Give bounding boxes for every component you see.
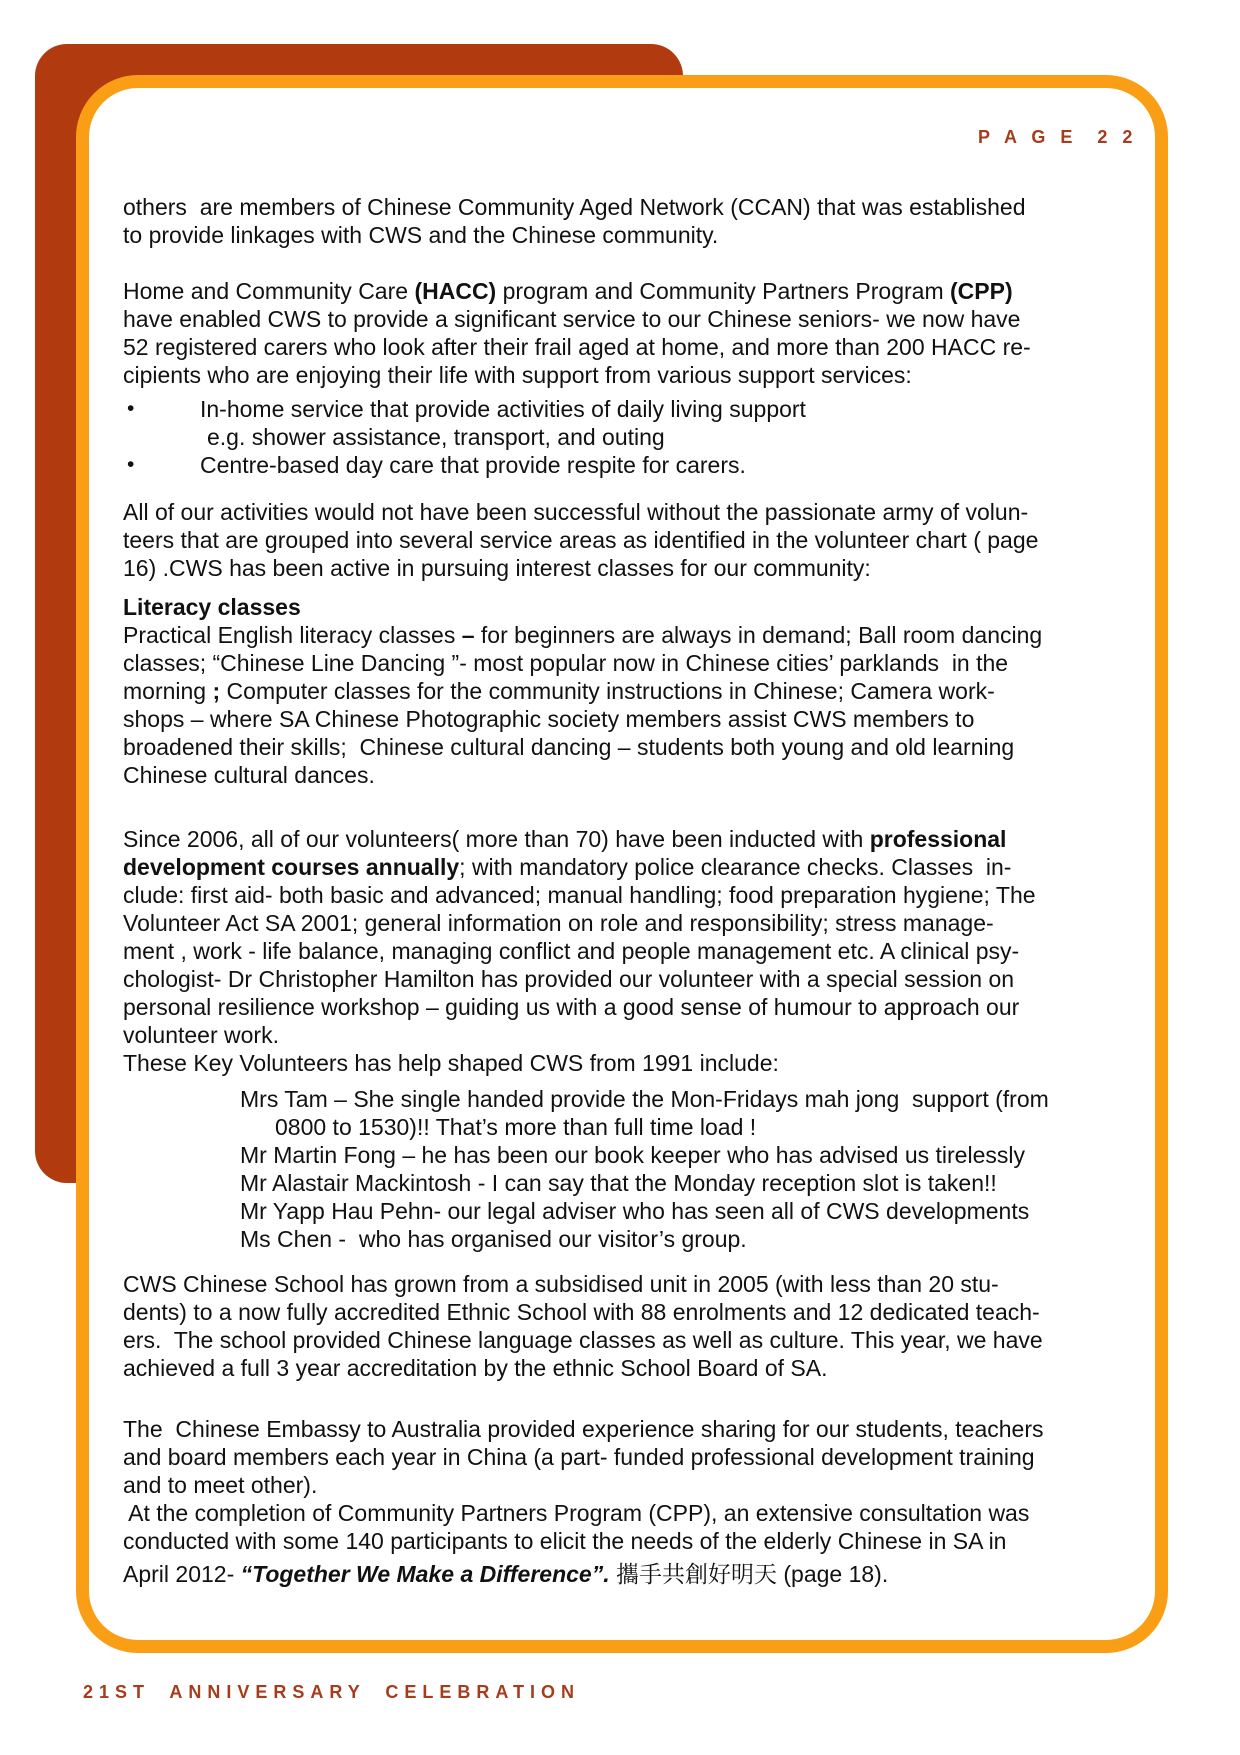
text-segment: The Chinese Embassy to Australia provided experience sharing for our students, teachers	[123, 1416, 1044, 1442]
body-line	[123, 593, 1141, 621]
text-segment: teers that are grouped into several service areas as identified in the volunteer chart ( page	[123, 527, 1039, 553]
text-segment: e.g. shower assistance, transport, and outing	[207, 424, 665, 450]
text-segment: professional	[869, 826, 1007, 852]
text-segment: chologist- Dr Christopher Hamilton has provided our volunteer with a special session on	[123, 966, 1015, 992]
text-block	[123, 1085, 1141, 1253]
body-line	[123, 1169, 1141, 1197]
footer-title: 21ST ANNIVERSARY CELEBRATION	[83, 1682, 581, 1702]
body-line	[123, 993, 1141, 1021]
text-segment: classes; “Chinese Line Dancing ”- most popular now in Chinese cities’ parklands in the	[123, 650, 1009, 676]
body-line	[123, 305, 1141, 333]
text-segment: Chinese cultural dances.	[123, 762, 375, 788]
body-line	[123, 1298, 1141, 1326]
text-block	[123, 825, 1141, 1049]
text-segment: Since 2006, all of our volunteers( more than 70) have been inducted with	[123, 826, 870, 852]
text-segment: conducted with some 140 participants to elicit the needs of the elderly Chinese in SA in	[123, 1528, 1007, 1554]
text-segment: Home and Community Care	[123, 278, 415, 304]
bullet-icon: •	[127, 397, 135, 420]
body-line	[123, 677, 1141, 705]
text-segment: volunteer work.	[123, 1022, 279, 1048]
text-segment: Literacy classes	[123, 594, 301, 620]
text-segment: clude: first aid- both basic and advanced; manual handling; food preparation hygiene; The	[123, 882, 1036, 908]
body-line	[123, 333, 1141, 361]
text-segment: Mr Alastair Mackintosh - I can say that the Monday reception slot is taken!!	[240, 1170, 997, 1196]
text-segment: Ms Chen - who has organised our visitor’s group.	[240, 1226, 747, 1252]
body-line	[123, 1049, 1141, 1077]
body-line	[123, 1326, 1141, 1354]
body-line	[123, 649, 1141, 677]
body-line	[123, 909, 1141, 937]
body-line	[123, 1141, 1141, 1169]
text-block	[123, 1499, 1141, 1555]
body-line	[123, 621, 1141, 649]
body-line	[123, 1021, 1141, 1049]
text-segment: At the completion of Community Partners Program (CPP), an extensive consultation was	[123, 1500, 1030, 1526]
body-line	[123, 1225, 1141, 1253]
body-line	[123, 193, 1141, 221]
text-segment: dents) to a now fully accredited Ethnic School with 88 enrolments and 12 dedicated teach-	[123, 1299, 1040, 1325]
body-line	[123, 733, 1141, 761]
text-segment: ; with mandatory police clearance checks. Classes in-	[459, 854, 1012, 880]
text-block	[123, 621, 1141, 789]
text-segment: Volunteer Act SA 2001; general information on role and responsibility; stress manage-	[123, 910, 994, 936]
body-line	[123, 1415, 1141, 1443]
body-line	[123, 526, 1141, 554]
body-line	[123, 1354, 1141, 1382]
text-segment: personal resilience workshop – guiding us with a good sense of humour to approach our	[123, 994, 1020, 1020]
text-block	[123, 193, 1141, 249]
text-segment: CWS Chinese School has grown from a subsidised unit in 2005 (with less than 20 stu-	[123, 1271, 999, 1297]
text-segment: Centre-based day care that provide respite for carers.	[200, 452, 746, 478]
text-block	[123, 1415, 1141, 1499]
text-segment: and board members each year in China (a part- funded professional development training	[123, 1444, 1035, 1470]
page-number: P A G E 2 2	[978, 127, 1138, 147]
text-segment: –	[461, 622, 475, 648]
text-segment: 16) .CWS has been active in pursuing interest classes for our community:	[123, 555, 871, 581]
body-line	[123, 705, 1141, 733]
body-line	[123, 1527, 1141, 1555]
text-segment: broadened their skills; Chinese cultural dancing – students both young and old learning	[123, 734, 1015, 760]
text-segment: have enabled CWS to provide a significant service to our Chinese seniors- we now have	[123, 306, 1021, 332]
body-line	[123, 881, 1141, 909]
text-block	[123, 1049, 1141, 1077]
body-line	[123, 1471, 1141, 1499]
body-line	[123, 277, 1141, 305]
body-line	[123, 1085, 1141, 1113]
text-block	[123, 1560, 1141, 1588]
body-line	[123, 1197, 1141, 1225]
body-line	[123, 1270, 1141, 1298]
text-segment: cipients who are enjoying their life with support from various support services:	[123, 362, 912, 388]
body-line	[123, 395, 1141, 423]
text-segment: development courses annually	[123, 854, 460, 880]
text-block	[123, 498, 1141, 582]
body-line	[123, 451, 1141, 479]
text-segment: and to meet other).	[123, 1472, 318, 1498]
text-segment: In-home service that provide activities of daily living support	[200, 396, 806, 422]
text-segment: Mrs Tam – She single handed provide the Mon-Fridays mah jong support (from	[240, 1086, 1049, 1112]
text-segment: All of our activities would not have been successful without the passionate army of volun-	[123, 499, 1029, 525]
text-segment: Mr Yapp Hau Pehn- our legal adviser who has seen all of CWS developments	[240, 1198, 1030, 1224]
text-segment: Mr Martin Fong – he has been our book keeper who has advised us tirelessly	[240, 1142, 1025, 1168]
body-line	[123, 1560, 1141, 1588]
text-segment: ;	[212, 678, 227, 704]
text-segment: morning	[123, 678, 213, 704]
text-segment: Practical English literacy classes	[123, 622, 462, 648]
body-line	[123, 221, 1141, 249]
body-line	[123, 1113, 1141, 1141]
text-segment: 攜手共創好明天 (page 18).	[609, 1561, 889, 1587]
text-segment: ment , work - life balance, managing conflict and people management etc. A clinical psy-	[123, 938, 1020, 964]
body-line	[123, 361, 1141, 389]
text-block	[123, 593, 1141, 621]
body-line	[123, 423, 1141, 451]
body-line	[123, 498, 1141, 526]
text-segment: April 2012-	[123, 1561, 241, 1587]
text-segment: (HACC)	[414, 278, 497, 304]
body-line	[123, 761, 1141, 789]
page-body	[123, 193, 1141, 1588]
body-line	[123, 853, 1141, 881]
text-segment: (CPP)	[950, 278, 1013, 304]
text-segment: shops – where SA Chinese Photographic society members assist CWS members to	[123, 706, 975, 732]
text-segment: program and Community Partners Program	[496, 278, 950, 304]
body-line	[123, 825, 1141, 853]
text-block	[123, 1270, 1141, 1382]
body-line	[123, 554, 1141, 582]
text-segment: for beginners are always in demand; Ball room dancing	[474, 622, 1043, 648]
body-line	[123, 1499, 1141, 1527]
text-segment: ers. The school provided Chinese language classes as well as culture. This year, we have	[123, 1327, 1043, 1353]
text-segment: others are members of Chinese Community Aged Network (CCAN) that was established	[123, 194, 1026, 220]
text-block	[123, 277, 1141, 389]
body-line	[123, 965, 1141, 993]
text-segment: to provide linkages with CWS and the Chinese community.	[123, 222, 719, 248]
bullet-icon: •	[127, 453, 135, 476]
text-segment: “Together We Make a Difference”.	[240, 1561, 610, 1587]
body-line	[123, 1443, 1141, 1471]
body-line	[123, 937, 1141, 965]
text-segment: These Key Volunteers has help shaped CWS from 1991 include:	[123, 1050, 779, 1076]
text-segment: Computer classes for the community instructions in Chinese; Camera work-	[226, 678, 995, 704]
text-segment: 0800 to 1530)!! That’s more than full time load !	[275, 1114, 757, 1140]
text-segment: achieved a full 3 year accreditation by the ethnic School Board of SA.	[123, 1355, 828, 1381]
text-block	[123, 395, 1141, 479]
text-segment: 52 registered carers who look after their frail aged at home, and more than 200 HACC re-	[123, 334, 1031, 360]
